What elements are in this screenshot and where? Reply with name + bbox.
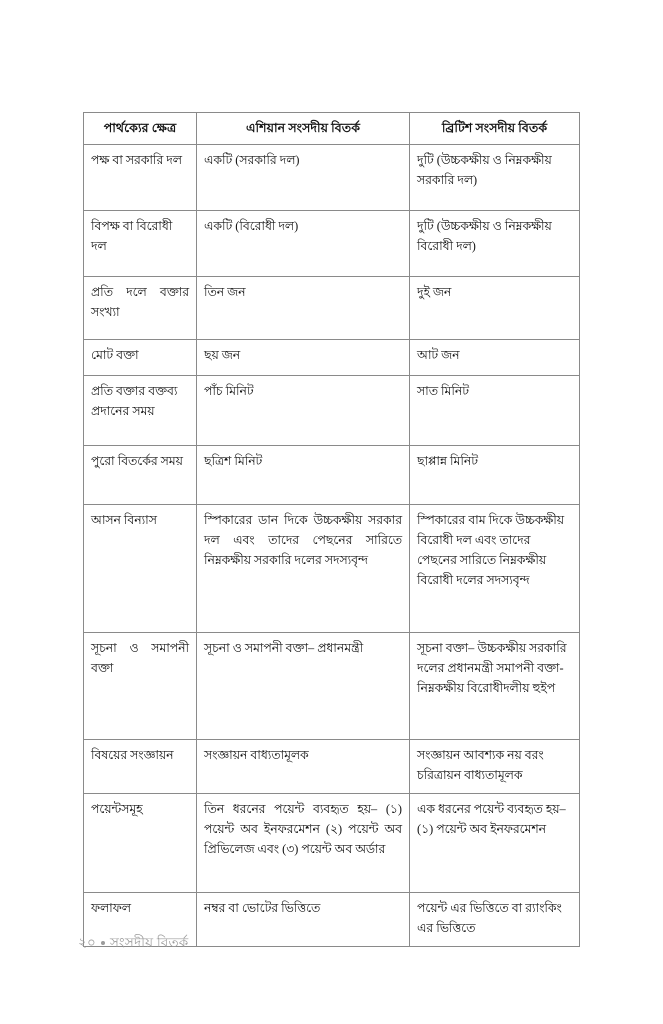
cell-asian: স্পিকারের ডান দিকে উচ্চকক্ষীয় সরকার দল এবং তাদের পেছনের সারিতে নিম্নকক্ষীয় সরকারি দলের সদস্যবৃন্দ (197, 505, 410, 633)
bullet-separator-icon (101, 941, 105, 945)
cell-british: পয়েন্ট এর ভিত্তিতে বা র‍্যাংকিং এর ভিত্তিতে (410, 893, 580, 947)
column-header-asian: এশিয়ান সংসদীয় বিতর্ক (197, 113, 410, 145)
page-footer (78, 932, 188, 955)
cell-british: সাত মিনিট (410, 376, 580, 446)
cell-british: দুটি (উচ্চকক্ষীয় ও নিম্নকক্ষীয় সরকারি দল) (410, 145, 580, 211)
comparison-table (83, 112, 580, 947)
table-body (84, 145, 580, 947)
cell-field: বিষয়ের সংজ্ঞায়ন (84, 740, 197, 794)
cell-field: প্রতি দলে বক্তার সংখ্যা (84, 277, 197, 340)
comparison-table-container (83, 112, 579, 947)
table-header (84, 113, 580, 145)
cell-field: পুরো বিতর্কের সময় (84, 446, 197, 505)
cell-asian: একটি (বিরোধী দল) (197, 211, 410, 277)
table-row (84, 277, 580, 340)
table-row (84, 340, 580, 376)
cell-british: সংজ্ঞায়ন আবশ্যক নয় বরং চরিত্রায়ন বাধ্যতামূলক (410, 740, 580, 794)
cell-british: সূচনা বক্তা– উচ্চকক্ষীয় সরকারি দলের প্রধানমন্ত্রী সমাপনী বক্তা-নিম্নকক্ষীয় বিরোধীদলীয় হুইপ (410, 633, 580, 740)
cell-british: আট জন (410, 340, 580, 376)
cell-field: পয়েন্টসমূহ (84, 794, 197, 893)
table-row (84, 145, 580, 211)
cell-asian: ছয় জন (197, 340, 410, 376)
column-header-british: ব্রিটিশ সংসদীয় বিতর্ক (410, 113, 580, 145)
cell-british: দুই জন (410, 277, 580, 340)
cell-asian: সংজ্ঞায়ন বাধ্যতামূলক (197, 740, 410, 794)
footer-page-number: ২০ (78, 935, 96, 950)
cell-field: ফলাফল (84, 893, 197, 947)
table-row (84, 211, 580, 277)
cell-asian: তিন ধরনের পয়েন্ট ব্যবহৃত হয়– (১) পয়েন্ট অব ইনফরমেশন (২) পয়েন্ট অব প্রিভিলেজ এবং (৩) পয়েন্ট অব অর্ডার (197, 794, 410, 893)
cell-field: সূচনা ও সমাপনী বক্তা (84, 633, 197, 740)
table-header-row (84, 113, 580, 145)
table-row (84, 740, 580, 794)
table-row (84, 376, 580, 446)
cell-asian: পাঁচ মিনিট (197, 376, 410, 446)
table-row (84, 446, 580, 505)
cell-british: এক ধরনের পয়েন্ট ব্যবহৃত হয়– (১) পয়েন্ট অব ইনফরমেশন (410, 794, 580, 893)
cell-field: মোট বক্তা (84, 340, 197, 376)
footer-book-title: সংসদীয় বিতর্ক (109, 935, 189, 950)
cell-asian: নম্বর বা ভোটের ভিত্তিতে (197, 893, 410, 947)
cell-british: স্পিকারের বাম দিকে উচ্চকক্ষীয় বিরোধী দল এবং তাদের পেছনের সারিতে নিম্নকক্ষীয় বিরোধী দলের সদস্যবৃন্দ (410, 505, 580, 633)
table-row (84, 505, 580, 633)
cell-british: দুটি (উচ্চকক্ষীয় ও নিম্নকক্ষীয় বিরোধী দল) (410, 211, 580, 277)
cell-british: ছাপ্পান্ন মিনিট (410, 446, 580, 505)
cell-field: বিপক্ষ বা বিরোধী দল (84, 211, 197, 277)
table-row (84, 794, 580, 893)
cell-field: প্রতি বক্তার বক্তব্য প্রদানের সময় (84, 376, 197, 446)
table-row (84, 633, 580, 740)
cell-field: পক্ষ বা সরকারি দল (84, 145, 197, 211)
cell-asian: একটি (সরকারি দল) (197, 145, 410, 211)
cell-asian: ছত্রিশ মিনিট (197, 446, 410, 505)
cell-asian: তিন জন (197, 277, 410, 340)
column-header-field: পার্থক্যের ক্ষেত্র (84, 113, 197, 145)
cell-field: আসন বিন্যাস (84, 505, 197, 633)
cell-asian: সূচনা ও সমাপনী বক্তা– প্রধানমন্ত্রী (197, 633, 410, 740)
